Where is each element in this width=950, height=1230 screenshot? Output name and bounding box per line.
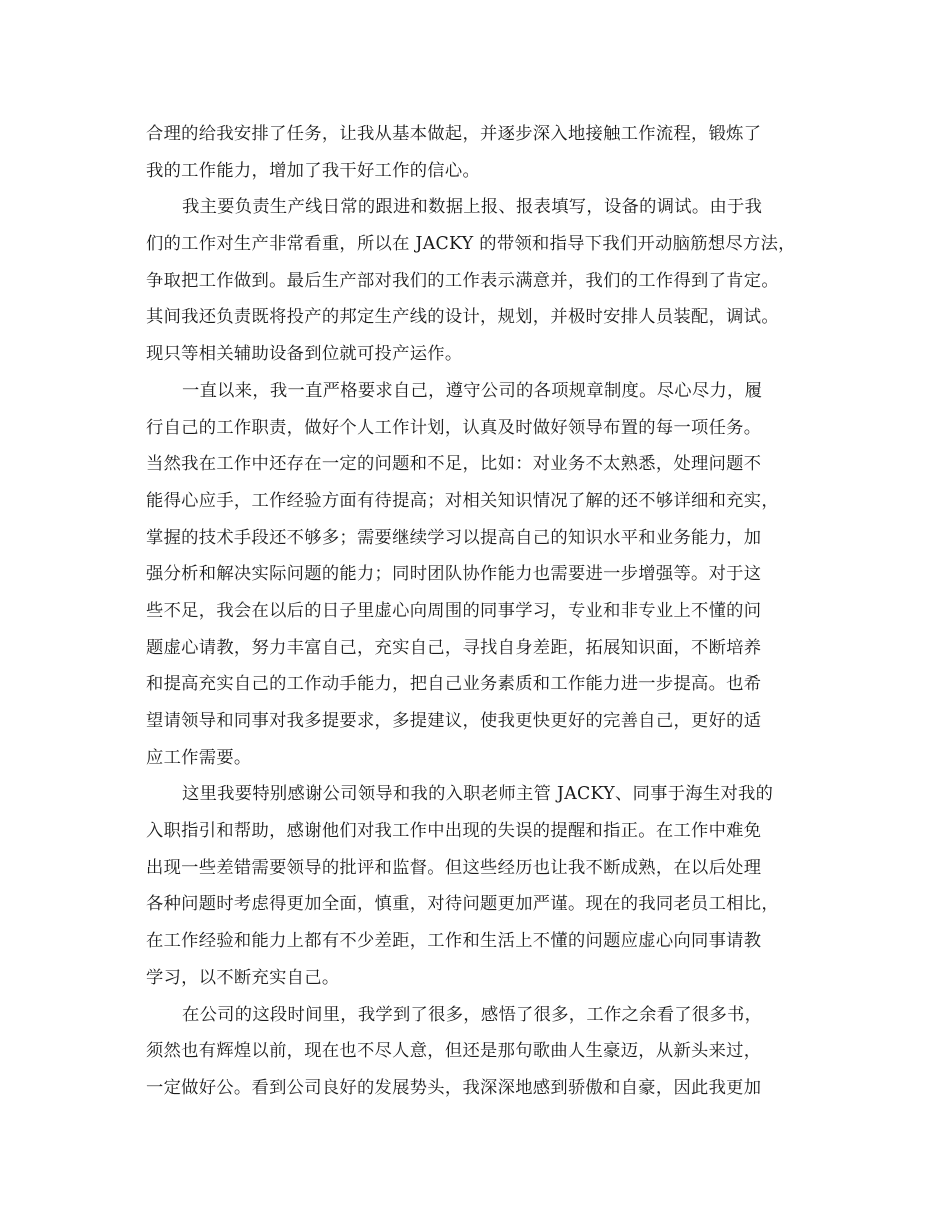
text-line: 强分析和解决实际问题的能力；同时团队协作能力也需要进一步增强等。对于这	[146, 564, 762, 585]
text-line: 些不足，我会在以后的日子里虚心向周围的同事学习，专业和非专业上不懂的问	[146, 600, 762, 621]
text-line: 行自己的工作职责，做好个人工作计划，认真及时做好领导布置的每一项任务。	[146, 417, 762, 438]
text-line: 其间我还负责既将投产的邦定生产线的设计，规划，并极时安排人员装配，调试。	[146, 307, 779, 328]
paragraph-start-line: 在公司的这段时间里，我学到了很多，感悟了很多，工作之余看了很多书，	[182, 1004, 763, 1025]
text-line: 合理的给我安排了任务，让我从基本做起，并逐步深入地接触工作流程，锻炼了	[146, 124, 762, 144]
text-line: 须然也有辉煌以前，现在也不尽人意，但还是那句歌曲人生豪迈，从新头来过，	[146, 1041, 762, 1062]
text-line: 题虚心请教，努力丰富自己，充实自己，寻找自身差距，拓展知识面，不断培养	[146, 637, 762, 658]
text-line: 学习，以不断充实自己。	[146, 967, 340, 988]
text-line: 我的工作能力，增加了我干好工作的信心。	[146, 160, 481, 181]
text-line: 一定做好公。看到公司良好的发展势头，我深深地感到骄傲和自豪，因此我更加	[146, 1077, 762, 1098]
text-line: 争取把工作做到。最后生产部对我们的工作表示满意并，我们的工作得到了肯定。	[146, 270, 779, 291]
text-line: 望请领导和同事对我多提要求，多提建议，使我更快更好的完善自己，更好的适	[146, 711, 762, 731]
text-line: 和提高充实自己的工作动手能力，把自己业务素质和工作能力进一步提高。也希	[146, 674, 762, 695]
text-line: 们的工作对生产非常看重，所以在 JACKY 的带领和指导下我们开动脑筋想尽方法，	[146, 234, 796, 255]
text-line: 出现一些差错需要领导的批评和监督。但这些经历也让我不断成熟，在以后处理	[146, 857, 762, 878]
paragraph-start-line: 这里我要特别感谢公司领导和我的入职老师主管 JACKY、同事于海生对我的	[182, 784, 774, 805]
paragraph-start-line: 我主要负责生产线日常的跟进和数据上报、报表填写，设备的调试。由于我	[182, 197, 763, 218]
document-body	[146, 116, 811, 1107]
text-line: 现只等相关辅助设备到位就可投产运作。	[146, 344, 463, 365]
text-line: 当然我在工作中还存在一定的问题和不足，比如：对业务不太熟悉，处理问题不	[146, 454, 762, 475]
paragraph-start-line: 一直以来，我一直严格要求自己，遵守公司的各项规章制度。尽心尽力，履	[182, 380, 763, 401]
text-line: 应工作需要。	[146, 747, 252, 768]
text-line: 掌握的技术手段还不够多；需要继续学习以提高自己的知识水平和业务能力，加	[146, 527, 762, 548]
text-line: 入职指引和帮助，感谢他们对我工作中出现的失误的提醒和指正。在工作中难免	[146, 821, 762, 842]
text-line: 在工作经验和能力上都有不少差距，工作和生活上不懂的问题应虚心向同事请教	[146, 931, 762, 952]
text-line: 能得心应手，工作经验方面有待提高；对相关知识情况了解的还不够详细和充实，	[146, 490, 779, 511]
text-line: 各种问题时考虑得更加全面，慎重，对待问题更加严谨。现在的我同老员工相比，	[146, 894, 779, 915]
